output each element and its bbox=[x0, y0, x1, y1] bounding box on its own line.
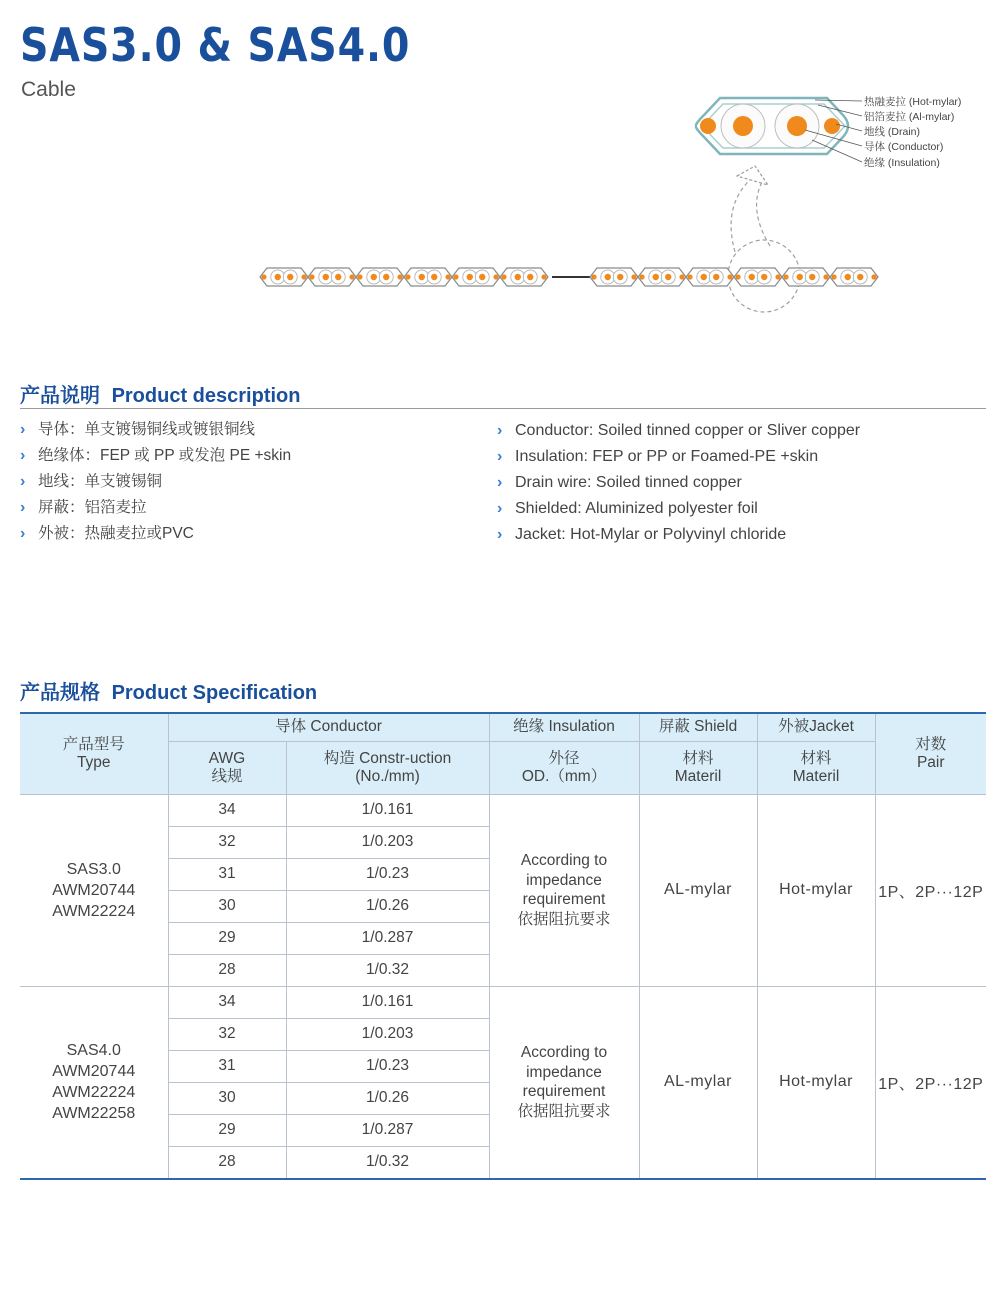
specification-heading-cn: 产品规格 bbox=[20, 682, 100, 704]
cable-diagram bbox=[0, 0, 1000, 330]
diagram-label-insulation: 绝缘 (Insulation) bbox=[864, 157, 940, 169]
table-row bbox=[20, 794, 986, 826]
awg-cell: 32 bbox=[168, 826, 286, 858]
construction-cell: 1/0.32 bbox=[286, 954, 489, 986]
description-divider bbox=[20, 408, 986, 409]
chevron-right-icon: › bbox=[20, 421, 26, 438]
construction-cell: 1/0.203 bbox=[286, 826, 489, 858]
awg-cell: 32 bbox=[168, 1018, 286, 1050]
list-item: › Jacket: Hot-Mylar or Polyvinyl chloride bbox=[497, 522, 860, 548]
header-awg: AWG 线规 bbox=[168, 741, 286, 794]
list-item: › Shielded: Aluminized polyester foil bbox=[497, 496, 860, 522]
shield-material-cell: AL-mylar bbox=[639, 986, 757, 1179]
construction-cell: 1/0.26 bbox=[286, 890, 489, 922]
shield-material-cell: AL-mylar bbox=[639, 794, 757, 986]
jacket-material-cell: Hot-mylar bbox=[757, 986, 875, 1179]
page-subtitle: Cable bbox=[21, 78, 76, 101]
chevron-right-icon: › bbox=[20, 473, 26, 490]
specification-heading-en: Product Specification bbox=[111, 682, 318, 704]
zoom-arrow-left bbox=[731, 178, 752, 252]
cable-pair-unit bbox=[830, 268, 878, 286]
header-insulation: 绝缘 Insulation bbox=[489, 713, 639, 741]
list-item: › 导体：单支镀锡铜线或镀银铜线 bbox=[20, 417, 291, 443]
cable-pair-unit bbox=[500, 268, 548, 286]
list-item: › Insulation: FEP or PP or Foamed-PE +skin bbox=[497, 444, 860, 470]
construction-cell: 1/0.161 bbox=[286, 794, 489, 826]
awg-cell: 29 bbox=[168, 1114, 286, 1146]
chevron-right-icon: › bbox=[497, 422, 503, 439]
awg-cell: 29 bbox=[168, 922, 286, 954]
chevron-right-icon: › bbox=[497, 500, 503, 517]
header-conductor: 导体 Conductor bbox=[168, 713, 489, 741]
cable-pair-unit bbox=[308, 268, 356, 286]
conductor-right bbox=[787, 116, 807, 136]
diagram-label-conductor: 导体 (Conductor) bbox=[864, 141, 944, 153]
header-type: 产品型号 Type bbox=[20, 713, 168, 794]
diagram-label-hot-mylar: 热融麦拉 (Hot-mylar) bbox=[864, 96, 962, 108]
list-item: › Conductor: Soiled tinned copper or Sliver copper bbox=[497, 418, 860, 444]
list-item: › 地线：单支镀锡铜 bbox=[20, 469, 291, 495]
construction-cell: 1/0.26 bbox=[286, 1082, 489, 1114]
header-shield: 屏蔽 Shield bbox=[639, 713, 757, 741]
page-title: SAS3.0 & SAS4.0 bbox=[20, 18, 411, 72]
diagram-label-al-mylar: 铝箔麦拉 (Al-mylar) bbox=[864, 111, 955, 123]
awg-cell: 30 bbox=[168, 890, 286, 922]
type-cell: SAS3.0 AWM20744 AWM22224 bbox=[20, 794, 168, 986]
description-list-en bbox=[497, 418, 860, 548]
cable-pair-unit bbox=[404, 268, 452, 286]
chevron-right-icon: › bbox=[20, 447, 26, 464]
construction-cell: 1/0.287 bbox=[286, 1114, 489, 1146]
chevron-right-icon: › bbox=[20, 525, 26, 542]
cable-cross-section-detail bbox=[696, 95, 961, 169]
header-od: 外径 OD.（mm） bbox=[489, 741, 639, 794]
cable-pair-unit bbox=[686, 268, 734, 286]
drain-right bbox=[824, 118, 840, 134]
cable-pair-unit bbox=[638, 268, 686, 286]
chevron-right-icon: › bbox=[497, 474, 503, 491]
awg-cell: 31 bbox=[168, 858, 286, 890]
awg-cell: 34 bbox=[168, 986, 286, 1018]
description-list-cn bbox=[20, 417, 291, 547]
header-jacket-material: 材料 Materil bbox=[757, 741, 875, 794]
awg-cell: 28 bbox=[168, 1146, 286, 1179]
construction-cell: 1/0.32 bbox=[286, 1146, 489, 1179]
list-item: › 外被：热融麦拉或PVC bbox=[20, 521, 291, 547]
diagram-label-drain: 地线 (Drain) bbox=[864, 126, 921, 138]
header-pair: 对数 Pair bbox=[875, 713, 986, 794]
zoom-arrow-head bbox=[737, 166, 768, 185]
awg-cell: 28 bbox=[168, 954, 286, 986]
drain-left bbox=[700, 118, 716, 134]
chevron-right-icon: › bbox=[497, 448, 503, 465]
pair-cell: 1P、2P···12P bbox=[875, 986, 986, 1179]
specification-table bbox=[20, 712, 986, 1180]
type-cell: SAS4.0 AWM20744 AWM22224 AWM22258 bbox=[20, 986, 168, 1179]
header-jacket: 外被Jacket bbox=[757, 713, 875, 741]
cable-pair-unit bbox=[356, 268, 404, 286]
zoom-arrow-right bbox=[757, 182, 770, 246]
awg-cell: 31 bbox=[168, 1050, 286, 1082]
construction-cell: 1/0.161 bbox=[286, 986, 489, 1018]
construction-cell: 1/0.287 bbox=[286, 922, 489, 954]
cable-pair-unit bbox=[260, 268, 308, 286]
conductor-left bbox=[733, 116, 753, 136]
chevron-right-icon: › bbox=[20, 499, 26, 516]
list-item: › 屏蔽：铝箔麦拉 bbox=[20, 495, 291, 521]
awg-cell: 30 bbox=[168, 1082, 286, 1114]
construction-cell: 1/0.23 bbox=[286, 1050, 489, 1082]
od-cell: According to impedance requirement 依据阻抗要求 bbox=[489, 986, 639, 1179]
cable-pair-unit bbox=[452, 268, 500, 286]
cable-pair-unit bbox=[590, 268, 638, 286]
specification-heading bbox=[20, 676, 317, 705]
list-item: › 绝缘体：FEP 或 PP 或发泡 PE +skin bbox=[20, 443, 291, 469]
chevron-right-icon: › bbox=[497, 526, 503, 543]
description-heading-en: Product description bbox=[111, 385, 301, 407]
od-cell: According to impedance requirement 依据阻抗要求 bbox=[489, 794, 639, 986]
header-construction: 构造 Constr-uction (No./mm) bbox=[286, 741, 489, 794]
cable-pair-unit bbox=[782, 268, 830, 286]
cable-pair-unit bbox=[734, 268, 782, 286]
header-shield-material: 材料 Materil bbox=[639, 741, 757, 794]
pair-cell: 1P、2P···12P bbox=[875, 794, 986, 986]
awg-cell: 34 bbox=[168, 794, 286, 826]
construction-cell: 1/0.203 bbox=[286, 1018, 489, 1050]
list-item: › Drain wire: Soiled tinned copper bbox=[497, 470, 860, 496]
description-heading bbox=[20, 379, 300, 408]
table-row bbox=[20, 986, 986, 1018]
construction-cell: 1/0.23 bbox=[286, 858, 489, 890]
jacket-material-cell: Hot-mylar bbox=[757, 794, 875, 986]
description-heading-cn: 产品说明 bbox=[20, 385, 100, 407]
